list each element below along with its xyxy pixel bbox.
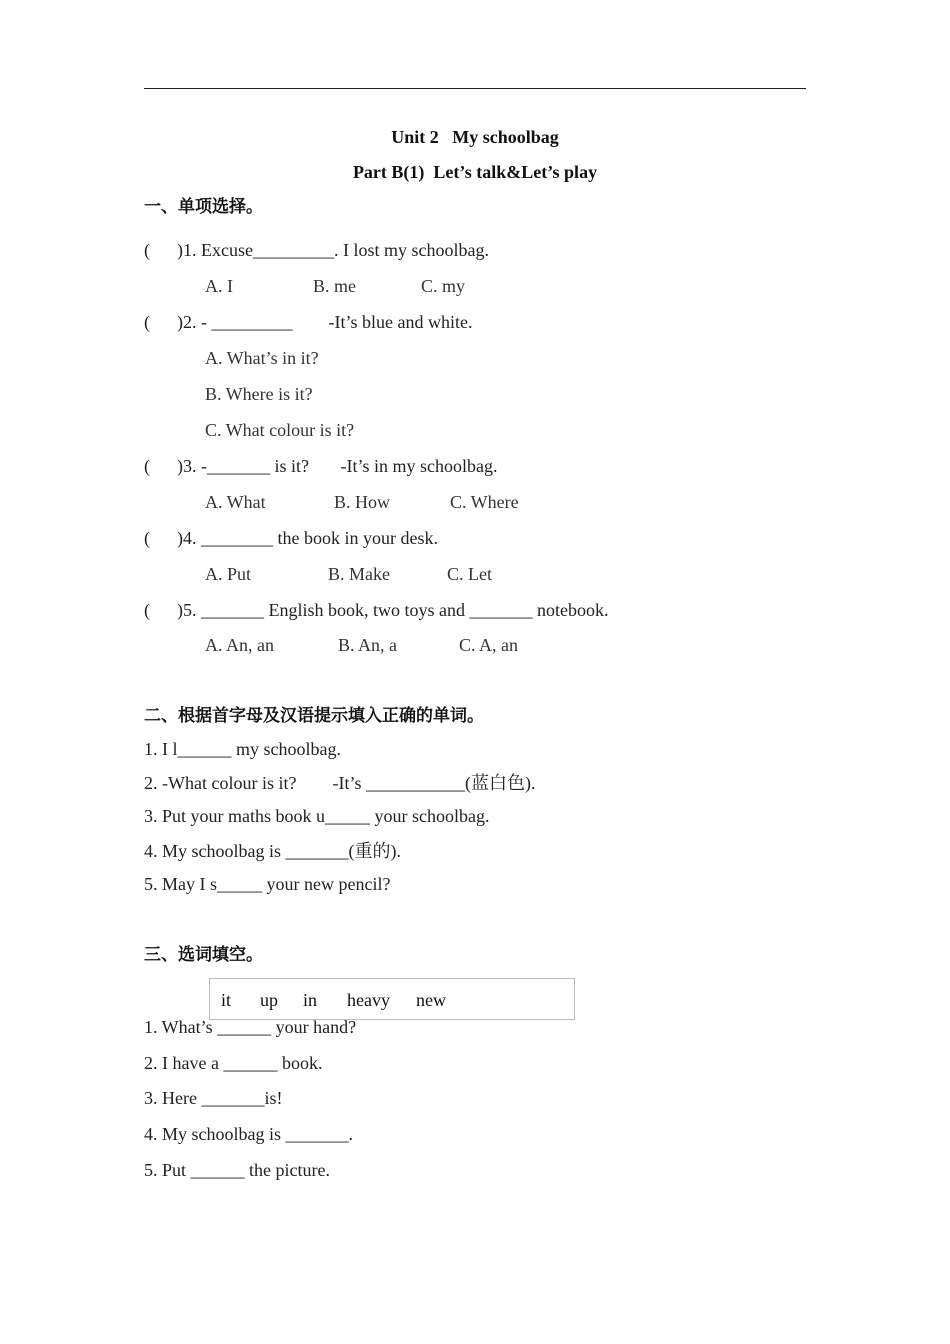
section3-heading: 三、选词填空。	[144, 945, 263, 965]
question-3: ( )3. -_______ is it? -It’s in my schoolbag.	[144, 456, 498, 476]
choice-item-5: 5. Put ______ the picture.	[144, 1160, 330, 1180]
word-bank-item: in	[303, 990, 318, 1010]
q5-option-b: B. An, a	[338, 635, 398, 655]
q4-option-c: C. Let	[447, 564, 492, 584]
word-bank-item: up	[260, 990, 278, 1010]
fill-item-2: 2. -What colour is it? -It’s ___________(蓝白色).	[144, 773, 536, 793]
q2-option-b: B. Where is it?	[205, 384, 313, 404]
section1-heading: 一、单项选择。	[144, 197, 263, 217]
unit-title: Unit 2 My schoolbag	[391, 127, 559, 147]
word-bank-box	[209, 978, 575, 1020]
q4-option-b: B. Make	[328, 564, 390, 584]
choice-item-1: 1. What’s ______ your hand?	[144, 1017, 357, 1037]
q4-option-a: A. Put	[205, 564, 252, 584]
question-4: ( )4. ________ the book in your desk.	[144, 528, 438, 548]
q3-option-c: C. Where	[450, 492, 519, 512]
q1-option-b: B. me	[313, 276, 356, 296]
choice-item-4: 4. My schoolbag is _______.	[144, 1124, 353, 1144]
q3-option-b: B. How	[334, 492, 391, 512]
word-bank-item: it	[221, 990, 232, 1010]
q5-option-a: A. An, an	[205, 635, 274, 655]
q3-option-a: A. What	[205, 492, 266, 512]
q5-option-c: C. A, an	[459, 635, 519, 655]
fill-item-3: 3. Put your maths book u_____ your schoolbag.	[144, 806, 490, 826]
q1-option-c: C. my	[421, 276, 466, 296]
question-5: ( )5. _______ English book, two toys and _______ notebook.	[144, 600, 609, 620]
choice-item-2: 2. I have a ______ book.	[144, 1053, 323, 1073]
word-bank-item: new	[416, 990, 446, 1010]
q2-option-a: A. What’s in it?	[205, 348, 319, 368]
question-2: ( )2. - _________ -It’s blue and white.	[144, 312, 473, 332]
q1-option-a: A. I	[205, 276, 233, 296]
word-bank-item: heavy	[347, 990, 390, 1010]
section2-heading: 二、根据首字母及汉语提示填入正确的单词。	[144, 706, 484, 726]
fill-item-5: 5. May I s_____ your new pencil?	[144, 874, 391, 894]
part-subtitle: Part B(1) Let’s talk&Let’s play	[352, 162, 598, 182]
choice-item-3: 3. Here _______is!	[144, 1088, 283, 1108]
fill-item-1: 1. I l______ my schoolbag.	[144, 739, 341, 759]
fill-item-4: 4. My schoolbag is _______(重的).	[144, 841, 401, 861]
question-1: ( )1. Excuse_________. I lost my schoolbag.	[144, 240, 489, 260]
q2-option-c: C. What colour is it?	[205, 420, 355, 440]
header-rule	[144, 88, 806, 89]
